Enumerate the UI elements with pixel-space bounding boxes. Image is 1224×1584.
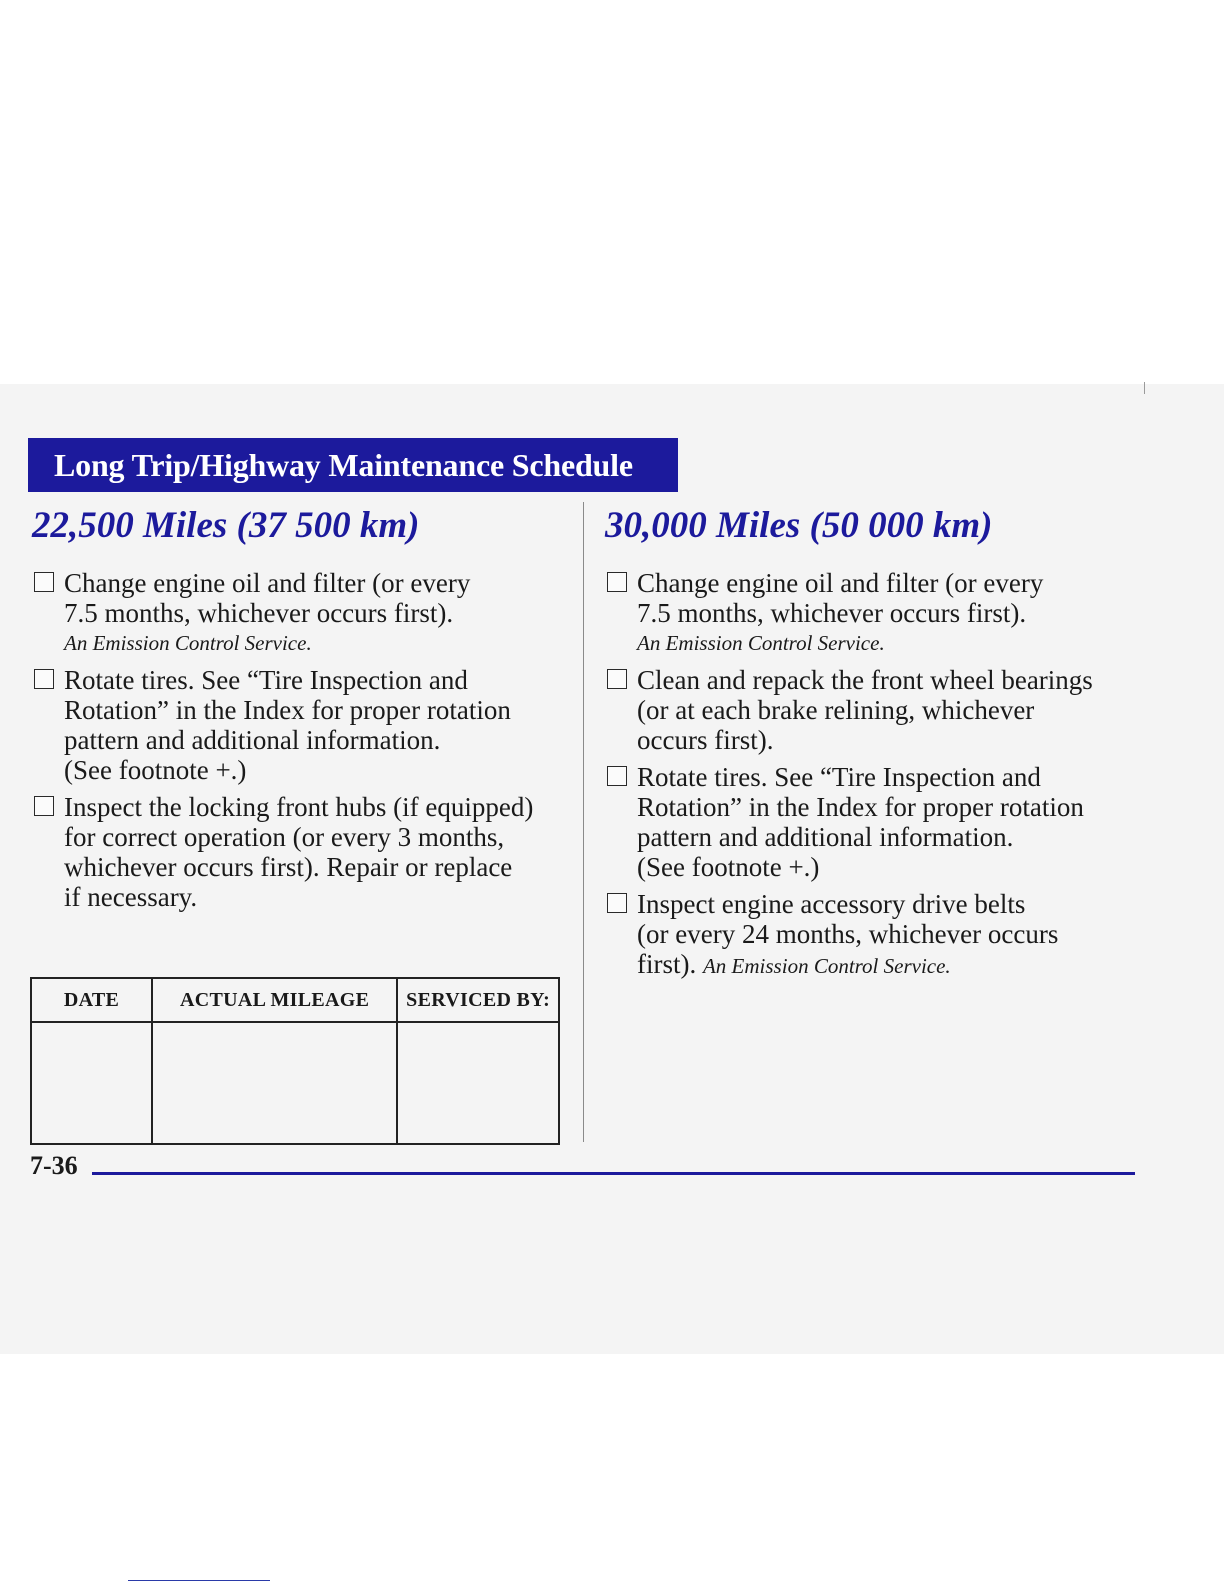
task-text: Rotate tires. See “Tire Inspection and xyxy=(637,762,1041,792)
checklist-item xyxy=(605,665,1125,755)
checklist-item xyxy=(605,568,1125,658)
task-text: for correct operation (or every 3 months, xyxy=(64,822,505,852)
table-row xyxy=(31,1022,559,1144)
task-text: (or at each brake relining, whichever xyxy=(637,695,1035,725)
task-text: occurs first). xyxy=(637,725,774,755)
task-text: Change engine oil and filter (or every xyxy=(64,568,471,598)
task-text: first). xyxy=(637,949,697,979)
task-text: Inspect engine accessory drive belts xyxy=(637,889,1026,919)
checkbox-icon[interactable] xyxy=(607,893,627,913)
service-record-table xyxy=(30,977,560,1145)
task-text: if necessary. xyxy=(64,882,198,912)
task-text: pattern and additional information. xyxy=(64,725,441,755)
serviced-by-entry-cell[interactable] xyxy=(397,1022,559,1144)
task-text: pattern and additional information. xyxy=(637,822,1014,852)
task-text: Rotation” in the Index for proper rotation xyxy=(64,695,511,725)
date-column-header: DATE xyxy=(31,978,152,1022)
checkbox-icon[interactable] xyxy=(607,669,627,689)
interval-column-30000 xyxy=(605,500,1125,988)
checkbox-icon[interactable] xyxy=(34,669,54,689)
column-divider xyxy=(583,502,584,1142)
emission-note: An Emission Control Service. xyxy=(702,954,951,978)
task-text: whichever occurs first). Repair or replace xyxy=(64,852,513,882)
section-title: Long Trip/Highway Maintenance Schedule xyxy=(54,446,633,483)
date-entry-cell[interactable] xyxy=(31,1022,152,1144)
checkbox-icon[interactable] xyxy=(34,796,54,816)
task-text: 7.5 months, whichever occurs first). xyxy=(637,598,1027,628)
task-text: (or every 24 months, whichever occurs xyxy=(637,919,1059,949)
margin-tick-mark xyxy=(1144,382,1145,394)
task-text: (See footnote +.) xyxy=(637,852,820,882)
page-number: 7-36 xyxy=(30,1151,78,1180)
interval-heading: 22,500 Miles (37 500 km) xyxy=(32,505,420,546)
checkbox-icon[interactable] xyxy=(34,572,54,592)
section-banner xyxy=(28,438,678,492)
checklist-item xyxy=(32,568,562,658)
interval-column-22500 xyxy=(32,500,562,919)
emission-note: An Emission Control Service. xyxy=(637,631,885,655)
checkbox-icon[interactable] xyxy=(607,572,627,592)
checklist-item xyxy=(605,889,1125,981)
task-text: Rotate tires. See “Tire Inspection and xyxy=(64,665,468,695)
checkbox-icon[interactable] xyxy=(607,766,627,786)
task-text: Clean and repack the front wheel bearings xyxy=(637,665,1093,695)
table-header-row xyxy=(31,978,559,1022)
mileage-entry-cell[interactable] xyxy=(152,1022,397,1144)
checklist-item xyxy=(32,665,562,785)
task-text: 7.5 months, whichever occurs first). xyxy=(64,598,454,628)
checklist-item xyxy=(605,762,1125,882)
footer-rule xyxy=(92,1172,1135,1175)
mileage-column-header: ACTUAL MILEAGE xyxy=(152,978,397,1022)
interval-heading: 30,000 Miles (50 000 km) xyxy=(605,505,993,546)
task-text: (See footnote +.) xyxy=(64,755,247,785)
serviced-by-column-header: SERVICED BY: xyxy=(397,978,559,1022)
checklist-item xyxy=(32,792,562,912)
task-text-with-note xyxy=(637,949,1125,981)
task-text: Rotation” in the Index for proper rotation xyxy=(637,792,1084,822)
task-text: Change engine oil and filter (or every xyxy=(637,568,1044,598)
task-text: Inspect the locking front hubs (if equipped) xyxy=(64,792,534,822)
emission-note: An Emission Control Service. xyxy=(64,631,312,655)
bottom-link-underline xyxy=(128,1580,270,1581)
